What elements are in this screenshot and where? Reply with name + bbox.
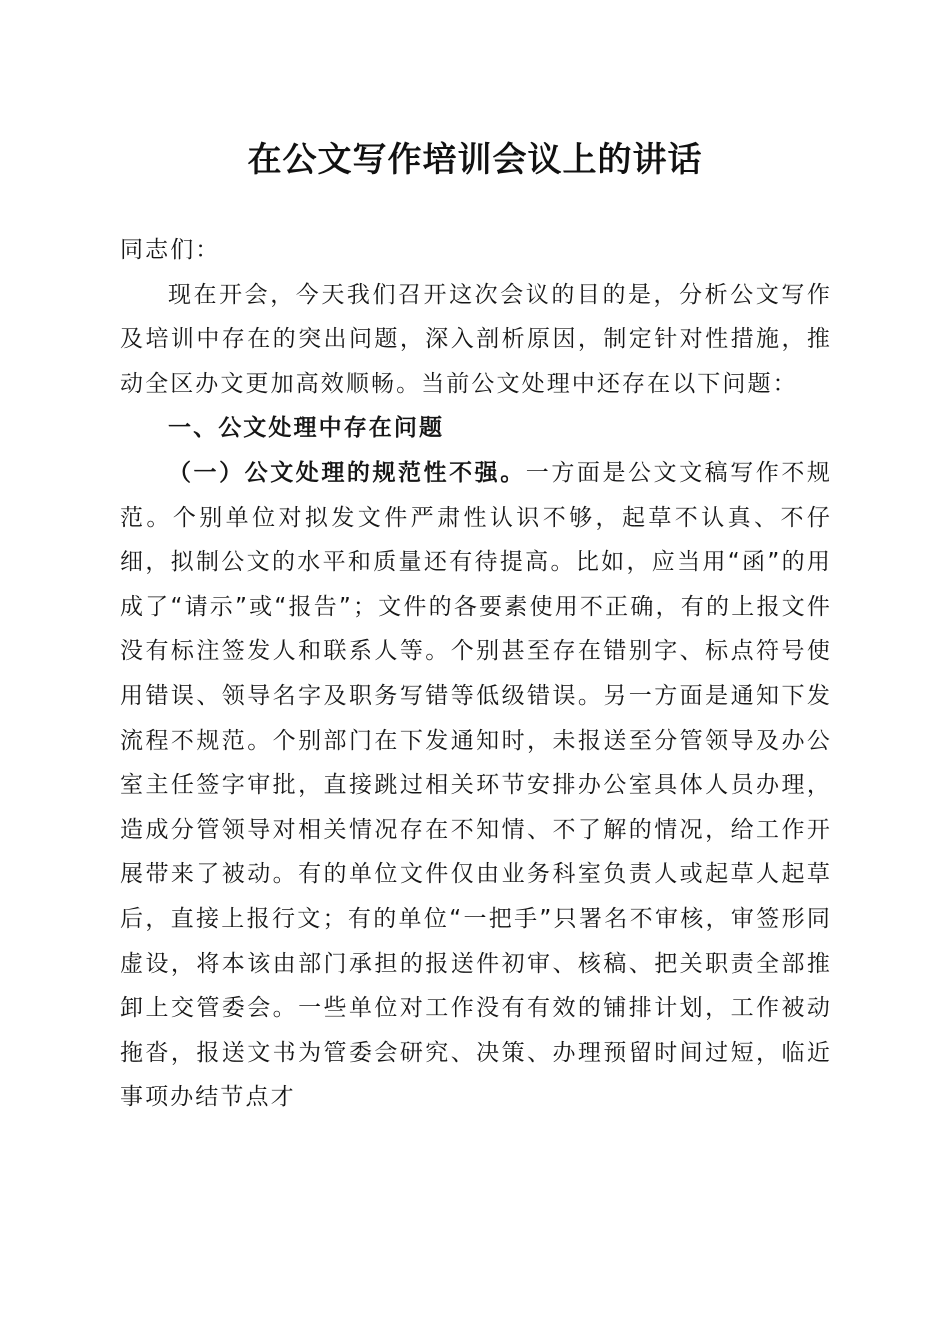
- section-heading: 一、公文处理中存在问题: [168, 415, 445, 442]
- subsection-lead: （一）公文处理的规范性不强。: [168, 459, 526, 486]
- subsection-body: 一方面是公文文稿写作不规范。个别单位对拟发文件严肃性认识不够，起草不认真、不仔细，拟制公文的水平和质量还有待提高。比如，应当用“函”的用成了“请示”或“报告”；文件的各要素使用不正确，有的上报文件没有标注签发人和联系人等。个别甚至存在错别字、标点符号使用错误、领导名字及职务写错等低级错误。另一方面是通知下发流程不规范。个别部门在下发通知时，未报送至分管领导及办公室主任签字审批，直接跳过相关环节安排办公室具体人员办理，造成分管领导对相关情况存在不知情、不了解的情况，给工作开展带来了被动。有的单位文件仅由业务科室负责人或起草人起草后，直接上报行文；有的单位“一把手”只署名不审核，审签形同虚设，将本该由部门承担的报送件初审、核稿、把关职责全部推卸上交管委会。一些单位对工作没有有效的铺排计划，工作被动拖沓，报送文书为管委会研究、决策、办理预留时间过短，临近事项办结节点才: [120, 459, 832, 1111]
- subsection-paragraph: [120, 451, 832, 1120]
- document-title: 在公文写作培训会议上的讲话: [247, 140, 703, 180]
- intro-paragraph: 现在开会，今天我们召开这次会议的目的是，分析公文写作及培训中存在的突出问题，深入剖析原因，制定针对性措施，推动全区办文更加高效顺畅。当前公文处理中还存在以下问题：: [120, 281, 832, 397]
- salutation: 同志们：: [120, 237, 221, 263]
- document-body: [120, 228, 832, 1120]
